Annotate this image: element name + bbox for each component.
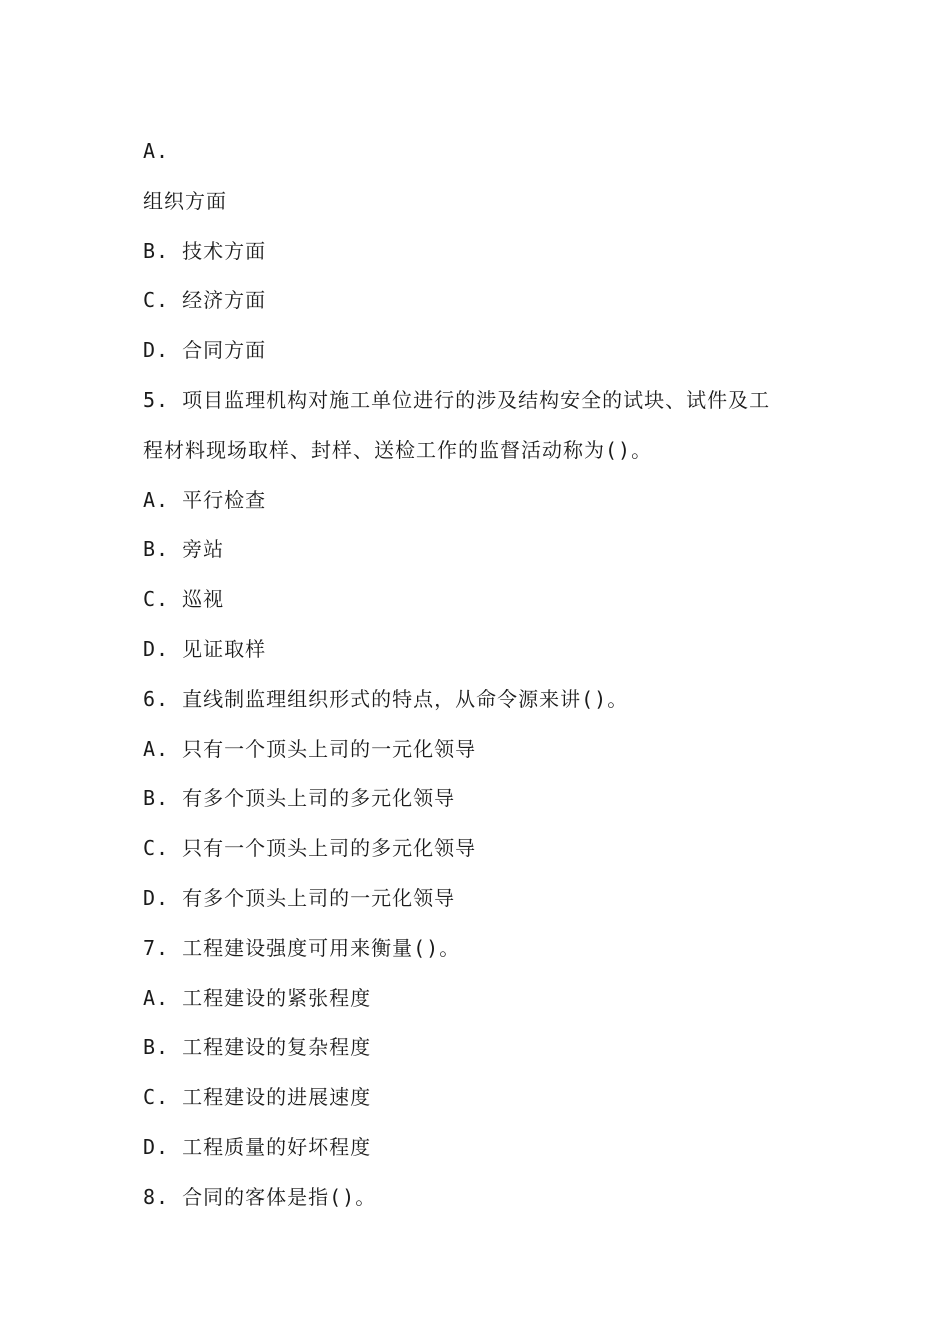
question-8: 8. 合同的客体是指()。 [143, 1184, 377, 1209]
q6-option-c: C. 只有一个顶头上司的多元化领导 [143, 836, 477, 861]
q5-option-b: B. 旁站 [143, 537, 225, 562]
q5-option-c: C. 巡视 [143, 587, 225, 612]
option-a-text: 组织方面 [143, 188, 227, 213]
option-c: C. 经济方面 [143, 288, 267, 313]
q7-option-c: C. 工程建设的进展速度 [143, 1085, 372, 1110]
question-5-line-2: 程材料现场取样、封样、送检工作的监督活动称为()。 [143, 437, 653, 462]
q7-option-a: A. 工程建设的紧张程度 [143, 985, 372, 1010]
question-6: 6. 直线制监理组织形式的特点，从命令源来讲()。 [143, 686, 629, 711]
q7-option-b: B. 工程建设的复杂程度 [143, 1035, 372, 1060]
q5-option-d: D. 见证取样 [143, 636, 267, 661]
option-b: B. 技术方面 [143, 238, 267, 263]
option-a-label: A. [143, 139, 170, 163]
q6-option-a: A. 只有一个顶头上司的一元化领导 [143, 736, 477, 761]
question-7: 7. 工程建设强度可用来衡量()。 [143, 935, 461, 960]
q6-option-b: B. 有多个顶头上司的多元化领导 [143, 786, 456, 811]
question-5-line-1: 5. 项目监理机构对施工单位进行的涉及结构安全的试块、试件及工 [143, 387, 771, 412]
q5-option-a: A. 平行检查 [143, 487, 267, 512]
q6-option-d: D. 有多个顶头上司的一元化领导 [143, 885, 456, 910]
document-body [143, 127, 823, 1223]
option-d: D. 合同方面 [143, 338, 267, 363]
q7-option-d: D. 工程质量的好坏程度 [143, 1134, 372, 1159]
